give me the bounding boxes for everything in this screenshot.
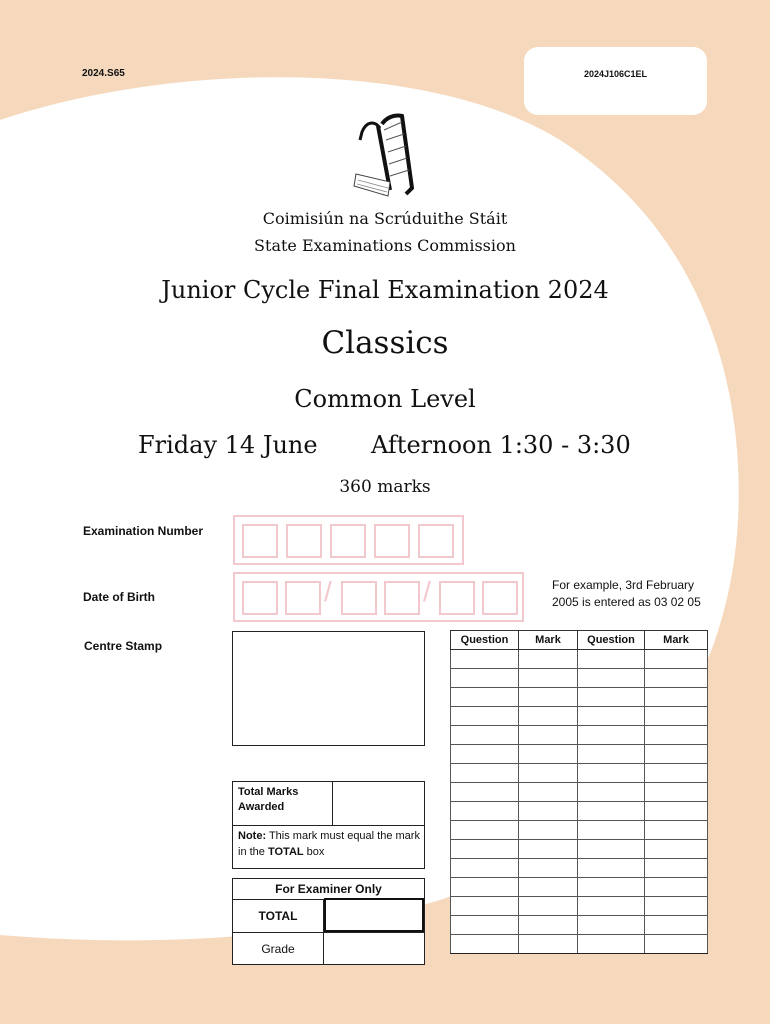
mark-cell[interactable] xyxy=(645,745,708,764)
dob-digit[interactable] xyxy=(439,581,475,615)
marks-table-row xyxy=(451,802,708,821)
question-cell[interactable] xyxy=(578,726,645,745)
dob-digit[interactable] xyxy=(482,581,518,615)
marks-table-row xyxy=(451,783,708,802)
mark-cell[interactable] xyxy=(519,935,578,954)
exam-number-digit[interactable] xyxy=(418,524,454,558)
mark-cell[interactable] xyxy=(645,916,708,935)
question-cell[interactable] xyxy=(578,745,645,764)
marks-table-header: Question xyxy=(578,631,645,650)
total-marks-note xyxy=(238,828,423,860)
marks-table-row xyxy=(451,669,708,688)
note-bold: Note: xyxy=(238,830,267,842)
exam-time: Afternoon 1:30 - 3:30 xyxy=(371,431,631,459)
question-cell[interactable] xyxy=(578,897,645,916)
marks-table-row xyxy=(451,935,708,954)
exam-number-digit[interactable] xyxy=(286,524,322,558)
dob-digit[interactable] xyxy=(242,581,278,615)
harp-icon xyxy=(350,110,420,202)
mark-cell[interactable] xyxy=(645,897,708,916)
marks-table-header: Mark xyxy=(645,631,708,650)
question-cell[interactable] xyxy=(451,916,519,935)
dob-example-line: 2005 is entered as 03 02 05 xyxy=(552,595,701,609)
mark-cell[interactable] xyxy=(645,688,708,707)
mark-cell[interactable] xyxy=(519,783,578,802)
examiner-heading: For Examiner Only xyxy=(233,879,424,900)
mark-cell[interactable] xyxy=(519,688,578,707)
mark-cell[interactable] xyxy=(519,897,578,916)
examiner-total-label: TOTAL xyxy=(258,909,298,923)
dob-example xyxy=(552,577,732,611)
exam-marks: 360 marks xyxy=(339,477,431,497)
dob-separator: / xyxy=(324,576,332,607)
marks-table xyxy=(450,630,708,954)
mark-cell[interactable] xyxy=(519,650,578,669)
divider xyxy=(233,825,424,826)
question-cell[interactable] xyxy=(451,783,519,802)
mark-cell[interactable] xyxy=(519,669,578,688)
marks-table-row xyxy=(451,916,708,935)
mark-cell[interactable] xyxy=(645,669,708,688)
note-text: This mark must equal the mark in the xyxy=(238,830,420,858)
question-cell[interactable] xyxy=(451,840,519,859)
question-cell[interactable] xyxy=(451,821,519,840)
dob-digit[interactable] xyxy=(285,581,321,615)
mark-cell[interactable] xyxy=(519,840,578,859)
question-cell[interactable] xyxy=(451,802,519,821)
dob-field[interactable] xyxy=(233,572,524,622)
mark-cell[interactable] xyxy=(519,878,578,897)
mark-cell[interactable] xyxy=(645,878,708,897)
question-cell[interactable] xyxy=(451,688,519,707)
mark-cell[interactable] xyxy=(519,764,578,783)
examiner-box xyxy=(232,878,425,965)
question-cell[interactable] xyxy=(578,802,645,821)
question-cell[interactable] xyxy=(578,821,645,840)
mark-cell[interactable] xyxy=(645,802,708,821)
exam-title: Junior Cycle Final Examination 2024 xyxy=(161,276,609,304)
question-cell[interactable] xyxy=(451,726,519,745)
note-total: TOTAL xyxy=(267,846,304,858)
total-marks-label: Total Marks Awarded xyxy=(238,786,299,813)
marks-table-row xyxy=(451,745,708,764)
question-cell[interactable] xyxy=(578,783,645,802)
marks-table-row xyxy=(451,726,708,745)
question-cell[interactable] xyxy=(451,669,519,688)
marks-table-row xyxy=(451,688,708,707)
marks-table-row xyxy=(451,764,708,783)
question-cell[interactable] xyxy=(578,878,645,897)
org-irish-name: Coimisiún na Scrúduithe Stáit xyxy=(262,209,508,228)
mark-cell[interactable] xyxy=(645,821,708,840)
mark-cell[interactable] xyxy=(645,764,708,783)
exam-number-digit[interactable] xyxy=(330,524,366,558)
marks-table-row xyxy=(451,707,708,726)
centre-stamp-label: Centre Stamp xyxy=(84,639,163,653)
question-cell[interactable] xyxy=(451,764,519,783)
marks-table-row xyxy=(451,859,708,878)
marks-table-row xyxy=(451,821,708,840)
mark-cell[interactable] xyxy=(645,840,708,859)
question-cell[interactable] xyxy=(451,878,519,897)
dob-digit[interactable] xyxy=(384,581,420,615)
question-cell[interactable] xyxy=(578,935,645,954)
mark-cell[interactable] xyxy=(645,783,708,802)
question-cell[interactable] xyxy=(578,669,645,688)
centre-stamp-box xyxy=(232,631,425,746)
question-cell[interactable] xyxy=(578,859,645,878)
marks-table-row xyxy=(451,897,708,916)
marks-table-row xyxy=(451,840,708,859)
dob-digit[interactable] xyxy=(341,581,377,615)
exam-number-label: Examination Number xyxy=(83,524,204,538)
question-cell[interactable] xyxy=(451,897,519,916)
question-cell[interactable] xyxy=(578,764,645,783)
mark-cell[interactable] xyxy=(519,707,578,726)
mark-cell[interactable] xyxy=(519,802,578,821)
exam-number-digit[interactable] xyxy=(374,524,410,558)
note-text: box xyxy=(303,846,325,858)
question-cell[interactable] xyxy=(451,650,519,669)
total-marks-box xyxy=(232,781,425,869)
question-cell[interactable] xyxy=(578,707,645,726)
mark-cell[interactable] xyxy=(645,707,708,726)
mark-cell[interactable] xyxy=(645,650,708,669)
question-cell[interactable] xyxy=(578,688,645,707)
marks-table-row xyxy=(451,650,708,669)
mark-cell[interactable] xyxy=(519,916,578,935)
examiner-grade-label: Grade xyxy=(261,942,295,956)
mark-cell[interactable] xyxy=(645,935,708,954)
candidate-id-box xyxy=(524,47,707,115)
marks-table-header: Question xyxy=(451,631,519,650)
exam-date: Friday 14 June xyxy=(138,431,318,459)
question-cell[interactable] xyxy=(578,840,645,859)
candidate-id-code: 2024J106C1EL xyxy=(583,69,648,79)
dob-example-line: For example, 3rd February xyxy=(552,578,695,592)
marks-table-row xyxy=(451,878,708,897)
mark-cell[interactable] xyxy=(519,745,578,764)
total-marks-value-field[interactable] xyxy=(333,782,425,825)
marks-table-header: Mark xyxy=(519,631,578,650)
mark-cell[interactable] xyxy=(519,821,578,840)
question-cell[interactable] xyxy=(578,916,645,935)
mark-cell[interactable] xyxy=(519,726,578,745)
examiner-total-field[interactable] xyxy=(324,898,424,932)
exam-level: Common Level xyxy=(294,385,476,413)
exam-number-digit[interactable] xyxy=(242,524,278,558)
paper-code: 2024.S65 xyxy=(82,68,125,79)
dob-separator: / xyxy=(423,576,431,607)
exam-subject: Classics xyxy=(321,325,449,361)
mark-cell[interactable] xyxy=(519,859,578,878)
question-cell[interactable] xyxy=(451,707,519,726)
exam-number-field[interactable] xyxy=(233,515,464,565)
question-cell[interactable] xyxy=(451,859,519,878)
dob-label: Date of Birth xyxy=(83,590,155,604)
question-cell[interactable] xyxy=(578,650,645,669)
examiner-grade-field[interactable] xyxy=(324,933,424,965)
question-cell[interactable] xyxy=(451,745,519,764)
org-english-name: State Examinations Commission xyxy=(254,236,516,255)
question-cell[interactable] xyxy=(451,935,519,954)
mark-cell[interactable] xyxy=(645,859,708,878)
mark-cell[interactable] xyxy=(645,726,708,745)
